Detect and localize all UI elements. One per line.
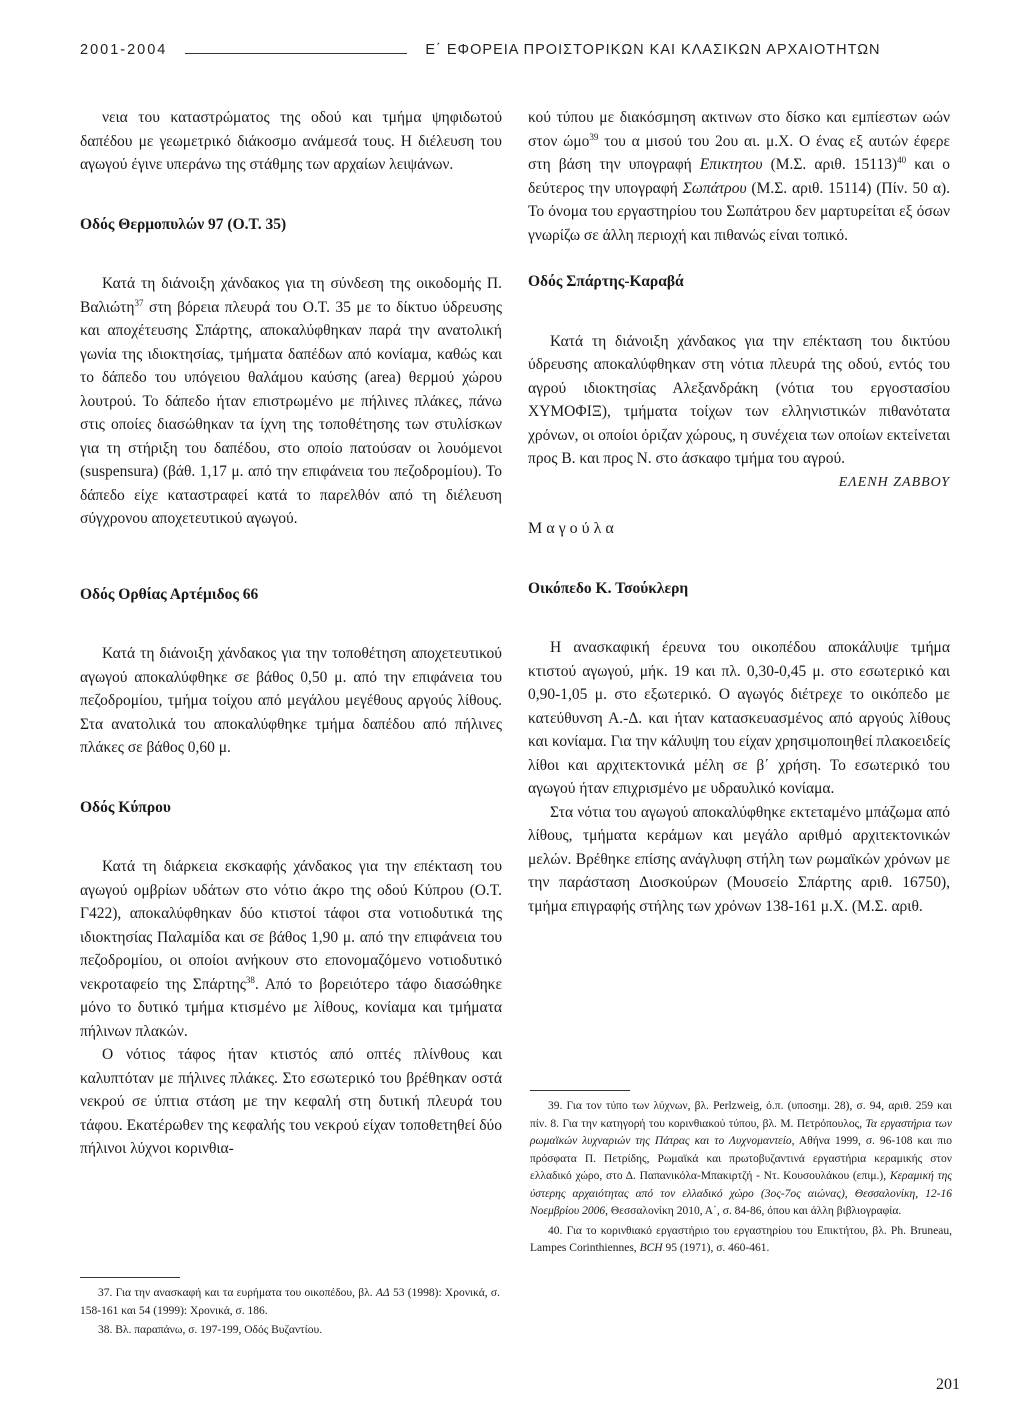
text-run: . Από το βορειότερο τάφο διασώθηκε μόνο το δυτικό τμήμα κτισμένο με λίθους, κονίαμα και τμήματα πήλινων πλακών. bbox=[80, 975, 502, 1040]
orthias-paragraph: Κατά τη διάνοιξη χάνδακος για την τοποθέτηση αποχετευτικού αγωγού αποκαλύφθηκε σε βάθος 0,50 μ. από την επιφάνεια του πεζοδρομίου, τμήμα τοίχου από μεγάλου μεγέθους αργούς λίθους. Στα ανατολικά του αποκαλύφθηκε τμήμα δαπέδου από πήλινες πλάκες σε βάθος 0,60 μ. bbox=[80, 645, 502, 756]
running-header bbox=[80, 38, 950, 62]
text-run: 39. Για τον τύπο των λύχνων, βλ. Perlzweig, ό.π. (υποσημ. 28), σ. 94, αριθ. 259 και πίν. 8. Για την κατηγορή του κορινθιακού τύπου, βλ. Μ. Πετρόπουλος, bbox=[530, 1100, 952, 1130]
text-run: Τα εργαστήρια των ρωμαϊκών λυχναριών της Πάτρας και το Λυχνομαντείο bbox=[530, 1117, 952, 1147]
text-run: , Θεσσαλονίκη 2010, Α΄, σ. 84-86, όπου και άλλη βιβλιογραφία. bbox=[605, 1205, 902, 1217]
text-run: κού τύπου με διακόσμηση ακτινων στο δίσκο και εμπίεστων ωών στον ώμο bbox=[528, 109, 950, 150]
footnote-ref-39[interactable]: 39 bbox=[589, 131, 599, 142]
section-title-spartis-karava: Οδός Σπάρτης-Καραβά bbox=[528, 273, 684, 290]
footnote-40 bbox=[530, 1223, 952, 1258]
footnote-rule-right bbox=[530, 1090, 630, 1091]
footnotes-left bbox=[80, 1285, 500, 1342]
footnote-39 bbox=[530, 1098, 952, 1221]
text-run: , Αθήνα 1999, σ. 96-108 και πιο πρόσφατα Π. Πετρίδης, Ρωμαϊκά και πρωτοβυζαντινά εργαστήρια κεραμικής στον ελλαδικό χώρο, στο Δ. Παπανικόλα-Μπακιρτζή - Ντ. Κουσουλάκου (επιμ.), bbox=[530, 1135, 952, 1182]
text-run: στη βόρεια πλευρά του Ο.Τ. 35 με το δίκτυο ύδρευσης και αποχέτευσης Σπάρτης, αποκαλύφθηκαν παρά την ανατολική γωνία της ιδιοκτησίας, τμήματα δαπέδων από κονίαμα, καθώς και το δάπεδο του υπόγειου θαλάμου καύσης (area) θερμού χώρου λουτρού. Το δάπεδο ήταν επιστρωμένο με πήλινες πλάκες, πάνω στις οποίες διασώθηκαν τα ίχνη της τοποθέτησης των στυλίσκων για τη στήριξη του δαπέδου, στο οποίο πατούσαν οι λουόμενοι (suspensura) (βάθ. 1,17 μ. από την επιφάνεια του πεζοδρομίου). Το δάπεδο είχε καταστραφεί κατά το παρελθόν από τη διέλευση σύγχρονου αποχετευτικού αγωγού. bbox=[80, 298, 502, 527]
text-run: (Μ.Σ. αριθ. 15113) bbox=[762, 156, 898, 173]
signature-epiktetou: Επικτητου bbox=[699, 156, 763, 173]
left-intro-paragraph: νεια του καταστρώματος της οδού και τμήμα ψηφιδωτού δαπέδου με γεωμετρικό διάκοσμο ανάμεσά τους. Η διέλευση του αγωγού έγινε υπεράνω της στάθμης των αρχαίων λειψάνων. bbox=[80, 109, 502, 173]
right-intro-paragraph bbox=[528, 106, 950, 247]
footnotes-right bbox=[530, 1098, 952, 1260]
text-run: BCH bbox=[639, 1242, 663, 1254]
header-agency: Ε΄ ΕΦΟΡΕΙΑ ΠΡΟΙΣΤΟΡΙΚΩΝ ΚΑΙ ΚΛΑΣΙΚΩΝ ΑΡΧΑΙΟΤΗΤΩΝ bbox=[425, 42, 881, 58]
author-signature: ΕΛΕΝΗ ΖΑΒΒΟΥ bbox=[838, 474, 950, 490]
text-run: (Μ.Σ. αριθ. 15114) (Πίν. 50 α). Το όνομα του εργαστηρίου του Σωπάτρου δεν μαρτυρείται εξ όσων γνωρίζω σε άλλη περιοχή και πιθανώς είναι τοπικό. bbox=[528, 179, 950, 244]
header-years: 2001-2004 bbox=[80, 42, 168, 58]
header-rule bbox=[185, 53, 407, 54]
text-run: 37. Για την ανασκαφή και τα ευρήματα του οικοπέδου, βλ. bbox=[98, 1287, 376, 1299]
tsoukleri-paragraph-1: Η ανασκαφική έρευνα του οικοπέδου αποκάλυψε τμήμα κτιστού αγωγού, μήκ. 19 και πλ. 0,30-0,45 μ. στο εσωτερικό και 0,90-1,05 μ. στο εξωτερικό. Ο αγωγός διέτρεχε το οικόπεδο με κατεύθυνση Α.-Δ. και ήταν κατασκευασμένος από αργούς λίθους και κονίαμα. Για την κάλυψη του είχαν χρησιμοποιηθεί πλακοειδείς λίθοι και αρχιτεκτονικά μέλη σε β΄ χρήση. Το εσωτερικό του αγωγού ήταν επιχρισμένο με υδραυλικό κονίαμα. bbox=[528, 639, 950, 797]
kyprou-paragraph-2: Ο νότιος τάφος ήταν κτιστός από οπτές πλίνθους και καλυπτόταν με πήλινες πλάκες. Στο εσωτερικό του βρέθηκαν οστά νεκρού σε ύπτια στάση με την κεφαλή στη δυτική πλευρά του τάφου. Εκατέρωθεν της κεφαλής του νεκρού είχαν τοποθετηθεί δύο πήλινοι λύχνοι κορινθια- bbox=[80, 1046, 502, 1157]
text-run: 53 (1998): Χρονικά, σ. 158-161 και 54 (1999): Χρονικά, σ. 186. bbox=[80, 1287, 500, 1317]
footnote-37 bbox=[80, 1285, 500, 1320]
left-column bbox=[80, 106, 502, 1161]
section-title-tsoukleri: Οικόπεδο Κ. Τσούκλερη bbox=[528, 579, 689, 597]
signature-sopatrou: Σωπάτρου bbox=[682, 179, 747, 197]
tsoukleri-paragraph-2: Στα νότια του αγωγού αποκαλύφθηκε εκτεταμένο μπάζωμα από λίθους, τμήματα κεράμων και μεγάλο αριθμό αρχιτεκτονικών μελών. Βρέθηκε επίσης ανάγλυφη στήλη των ρωμαϊκών χρόνων με την παράσταση Διοσκούρων (Μουσείο Σπάρτης αριθ. 16750), τμήμα επιγραφής στήλης των χρόνων 138-161 μ.Χ. (Μ.Σ. αριθ. bbox=[528, 803, 950, 915]
thermopylon-paragraph bbox=[80, 272, 502, 531]
footnote-ref-40[interactable]: 40 bbox=[897, 154, 907, 165]
text-run: 40. Για το κορινθιακό εργαστήριο του εργαστηρίου του Επικτήτου, βλ. Ph. Bruneau, Lampes Corinthiennes, bbox=[530, 1224, 952, 1254]
footnote-ref-37[interactable]: 37 bbox=[134, 297, 144, 308]
text-run: Κατά τη διάρκεια εκσκαφής χάνδακος για την επέκταση του αγωγού ομβρίων υδάτων στο νότιο άκρο της οδού Κύπρου (Ο.Τ. Γ422), αποκαλύφθηκαν δύο κτιστοί τάφοι στα νοτιοδυτικά της ιδιοκτησίας Παλαμίδα και σε βάθος 1,90 μ. από την επιφάνεια του πεζοδρομίου, οι οποίοι ανήκουν στο επονομαζόμενο νοτιοδυτικό νεκροταφείο της Σπάρτης bbox=[80, 858, 502, 993]
section-title-orthias: Οδός Ορθίας Αρτέμιδος 66 bbox=[80, 585, 259, 603]
right-column bbox=[528, 106, 950, 918]
text-run: Κεραμική της ύστερης αρχαιότητας από τον ελλαδικό χώρο (3ος-7ος αιώνας), Θεσσαλονίκη, 12-16 Νοεμβρίου 2006 bbox=[530, 1170, 952, 1217]
footnote-rule-left bbox=[80, 1277, 180, 1278]
section-title-thermopylon: Οδός Θερμοπυλών 97 (Ο.Τ. 35) bbox=[80, 215, 287, 233]
text-run: ΑΔ bbox=[375, 1287, 390, 1299]
text-run: του α μισού του 2ου αι. μ.Χ. Ο ένας εξ αυτών έφερε στη βάση την υπογραφή bbox=[528, 132, 950, 173]
section-title-kyprou: Οδός Κύπρου bbox=[80, 798, 171, 816]
text-run: Κατά τη διάνοιξη χάνδακος για τη σύνδεση της οικοδομής Π. Βαλιώτη bbox=[80, 275, 502, 316]
text-run: και ο δεύτερος την υπογραφή bbox=[528, 156, 950, 197]
kyprou-paragraph-1 bbox=[80, 855, 502, 1043]
footnote-38: 38. Βλ. παραπάνω, σ. 197-199, Οδός Βυζαντίου. bbox=[98, 1324, 323, 1336]
spartis-karava-paragraph: Κατά τη διάνοιξη χάνδακος για την επέκταση του δικτύου ύδρευσης αποκαλύφθηκαν στη νότια πλευρά της οδού, εντός του αγρού ιδιοκτησίας Αλεξανδράκη (νότια του εργοστασίου ΧΥΜΟΦΙΞ), τμήματα τοίχων των ελληνιστικών πιθανότατα χρόνων, οι οποίοι όριζαν χώρους, η συνέχεια των οποίων εκτείνεται προς Β. και προς Ν. στο άσκαφο τμήμα του αγρού. bbox=[528, 332, 950, 467]
place-heading-magoula: Μαγούλα bbox=[528, 520, 618, 537]
text-run: 95 (1971), σ. 460-461. bbox=[662, 1242, 770, 1254]
footnote-ref-38[interactable]: 38 bbox=[245, 974, 255, 985]
page-number: 201 bbox=[936, 1376, 960, 1393]
